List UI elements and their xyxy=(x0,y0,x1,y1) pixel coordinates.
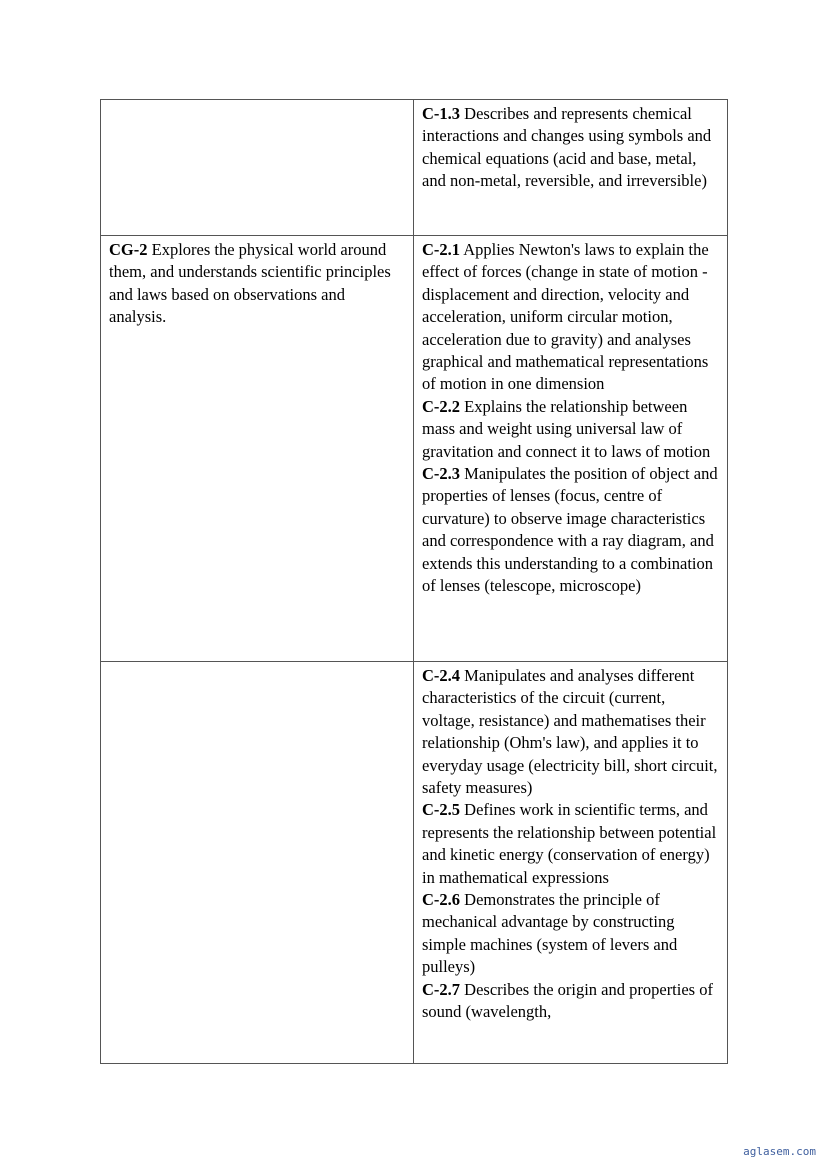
competency-item xyxy=(422,799,719,889)
competency-code: C-2.5 xyxy=(422,800,461,820)
competency-item xyxy=(422,979,719,1024)
competency-item xyxy=(422,889,719,979)
competency-text: Describes the origin and properties of sound (wavelength, xyxy=(422,979,713,1022)
competency-item xyxy=(422,239,719,396)
competency-text: Manipulates the position of object and properties of lenses (focus, centre of curvature) to observe image characteristics and correspondence with a ray diagram, and extends this understanding to a combination of lenses (telescope, microscope) xyxy=(422,464,718,596)
competency-code: C-2.7 xyxy=(422,979,461,999)
goal-cell xyxy=(101,662,414,1064)
goal-text: Explores the physical world around them, and understands scientific principles and laws based on observations and analysis. xyxy=(109,240,391,327)
goal-code: CG-2 xyxy=(109,240,148,259)
competency-item xyxy=(422,463,719,597)
competency-cell xyxy=(414,236,728,662)
competency-code: C-1.3 xyxy=(422,104,461,123)
competency-text: Explains the relationship between mass and weight using universal law of gravitation and connect it to laws of motion xyxy=(422,396,711,461)
competency-code: C-2.3 xyxy=(422,464,461,484)
watermark: aglasem.com xyxy=(743,1145,816,1158)
competency-item xyxy=(422,665,719,799)
competency-code: C-2.6 xyxy=(422,890,461,910)
curricular-goals-table xyxy=(100,99,728,1064)
competency-item xyxy=(422,103,719,193)
table-row xyxy=(101,662,728,1064)
table-row xyxy=(101,100,728,236)
goal-item xyxy=(109,239,405,329)
competency-cell xyxy=(414,662,728,1064)
competency-text: Applies Newton's laws to explain the effect of forces (change in state of motion - displacement and direction, velocity and acceleration, uniform circular motion, acceleration due to gravity) and analyses graphical and mathematical representations of motion in one dimension xyxy=(422,240,709,394)
competency-text: Manipulates and analyses different characteristics of the circuit (current, voltage, resistance) and mathematises their relationship (Ohm's law), and applies it to everyday usage (electricity bill, short circuit, safety measures) xyxy=(422,666,718,798)
competency-item xyxy=(422,396,719,463)
competency-code: C-2.4 xyxy=(422,666,461,685)
competency-text: Demonstrates the principle of mechanical advantage by constructing simple machines (system of levers and pulleys) xyxy=(422,890,678,977)
table-row xyxy=(101,236,728,662)
competency-text: Defines work in scientific terms, and represents the relationship between potential and kinetic energy (conservation of energy) in mathematical expressions xyxy=(422,800,717,887)
competency-text: Describes and represents chemical interactions and changes using symbols and chemical equations (acid and base, metal, and non-metal, reversible, and irreversible) xyxy=(422,104,712,191)
goal-cell xyxy=(101,100,414,236)
competency-cell xyxy=(414,100,728,236)
goal-cell xyxy=(101,236,414,662)
competency-code: C-2.1 xyxy=(422,240,461,259)
competency-code: C-2.2 xyxy=(422,396,461,416)
